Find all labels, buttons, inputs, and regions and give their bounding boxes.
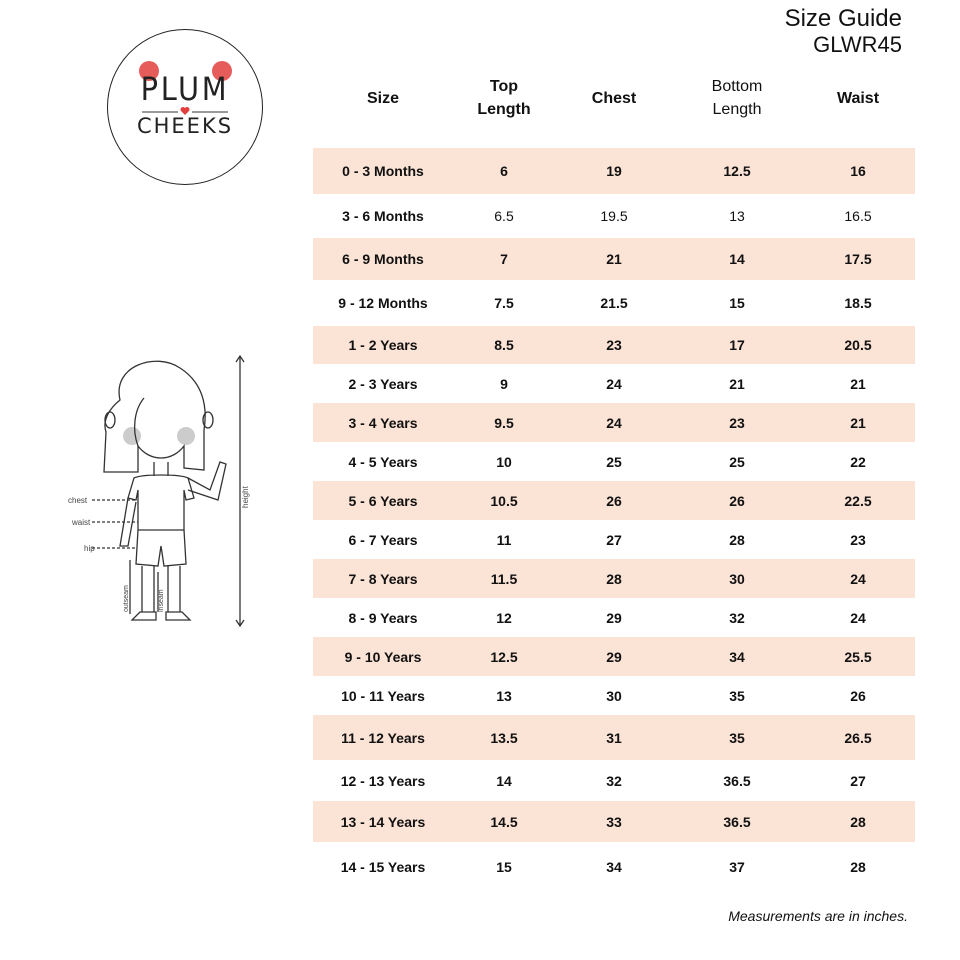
brand-logo bbox=[107, 29, 263, 185]
column-header-waist: Waist bbox=[836, 89, 880, 107]
cell-size: 10 - 11 Years bbox=[341, 687, 425, 704]
cell-waist: 16 bbox=[850, 163, 866, 179]
logo-text-cheeks: CHEEKS bbox=[136, 114, 234, 138]
label-chest: chest bbox=[68, 496, 88, 505]
table-row bbox=[313, 520, 915, 559]
cell-chest: 34 bbox=[606, 859, 622, 875]
cell-top-length: 12.5 bbox=[490, 648, 518, 665]
label-height: height bbox=[241, 486, 250, 508]
cell-top-length: 15 bbox=[496, 859, 512, 875]
column-header-size: Size bbox=[366, 89, 399, 107]
cell-chest: 26 bbox=[606, 492, 622, 509]
cell-chest: 19 bbox=[606, 163, 622, 179]
label-hip: hip bbox=[84, 544, 95, 553]
cell-waist: 16.5 bbox=[844, 208, 872, 224]
cell-size: 8 - 9 Years bbox=[348, 609, 418, 626]
product-code: GLWR45 bbox=[813, 32, 902, 57]
cell-waist: 22.5 bbox=[844, 492, 872, 509]
cell-top-length: 13.5 bbox=[490, 729, 518, 746]
cell-chest: 33 bbox=[606, 813, 622, 830]
cell-size: 7 - 8 Years bbox=[348, 570, 418, 587]
column-header-top-length: Top Length bbox=[477, 78, 531, 118]
cell-waist: 21 bbox=[850, 375, 866, 392]
cell-size: 2 - 3 Years bbox=[348, 375, 418, 392]
cell-size: 3 - 4 Years bbox=[348, 414, 418, 431]
cell-bottom-length: 32 bbox=[729, 609, 745, 626]
table-row bbox=[313, 760, 915, 801]
cell-chest: 21 bbox=[606, 251, 622, 267]
table-row bbox=[313, 280, 915, 326]
cell-top-length: 13 bbox=[496, 687, 512, 704]
cell-top-length: 12 bbox=[496, 609, 512, 626]
cell-top-length: 10.5 bbox=[490, 492, 518, 509]
cell-top-length: 14 bbox=[496, 772, 512, 789]
label-waist: waist bbox=[72, 518, 91, 527]
cell-chest: 24 bbox=[606, 414, 622, 431]
cell-chest: 29 bbox=[606, 648, 622, 665]
cell-waist: 17.5 bbox=[844, 251, 872, 267]
table-row bbox=[313, 148, 915, 194]
cell-size: 9 - 10 Years bbox=[344, 648, 422, 665]
cell-waist: 26.5 bbox=[844, 729, 872, 746]
cell-waist: 18.5 bbox=[844, 295, 872, 311]
cell-size: 0 - 3 Months bbox=[342, 163, 424, 179]
cell-size: 11 - 12 Years bbox=[341, 729, 425, 746]
table-row bbox=[313, 442, 915, 481]
cell-bottom-length: 23 bbox=[729, 414, 745, 431]
cell-bottom-length: 25 bbox=[729, 453, 745, 470]
cell-chest: 21.5 bbox=[600, 295, 628, 311]
measurement-note: Measurements are in inches. bbox=[728, 908, 908, 924]
cell-chest: 30 bbox=[606, 687, 622, 704]
measurement-figure bbox=[62, 350, 262, 635]
table-row bbox=[313, 194, 915, 238]
table-row bbox=[313, 481, 915, 520]
cell-size: 3 - 6 Months bbox=[342, 208, 424, 224]
cell-size: 12 - 13 Years bbox=[340, 772, 426, 789]
cell-bottom-length: 17 bbox=[729, 337, 745, 353]
table-row bbox=[313, 403, 915, 442]
cell-waist: 21 bbox=[850, 414, 866, 431]
cell-chest: 24 bbox=[606, 375, 622, 392]
table-row bbox=[313, 637, 915, 676]
label-inseam: inseam bbox=[158, 589, 165, 612]
cell-top-length: 7 bbox=[500, 251, 508, 267]
cell-bottom-length: 15 bbox=[729, 295, 745, 311]
cell-waist: 25.5 bbox=[844, 648, 872, 665]
cell-top-length: 10 bbox=[496, 453, 512, 470]
cell-top-length: 6 bbox=[500, 163, 508, 179]
cell-chest: 29 bbox=[606, 609, 622, 626]
cell-bottom-length: 34 bbox=[729, 648, 745, 665]
cell-size: 6 - 7 Years bbox=[348, 531, 418, 548]
cell-waist: 28 bbox=[850, 813, 866, 830]
cell-chest: 28 bbox=[606, 570, 622, 587]
cell-top-length: 9 bbox=[500, 375, 508, 392]
cell-bottom-length: 14 bbox=[729, 251, 745, 267]
column-header-bottom-length: Bottom Length bbox=[711, 78, 763, 118]
cell-size: 5 - 6 Years bbox=[348, 492, 418, 509]
cell-waist: 22 bbox=[850, 453, 866, 470]
cell-chest: 32 bbox=[606, 772, 622, 789]
cell-chest: 23 bbox=[606, 337, 622, 353]
cell-waist: 28 bbox=[850, 859, 866, 875]
cell-bottom-length: 28 bbox=[729, 531, 745, 548]
cell-bottom-length: 30 bbox=[729, 570, 745, 587]
cell-size: 1 - 2 Years bbox=[348, 337, 418, 353]
cell-waist: 26 bbox=[850, 687, 866, 704]
cell-bottom-length: 12.5 bbox=[723, 163, 751, 179]
cell-chest: 31 bbox=[606, 729, 622, 746]
cell-top-length: 11.5 bbox=[490, 570, 518, 587]
cell-bottom-length: 36.5 bbox=[723, 772, 751, 789]
table-row bbox=[313, 715, 915, 760]
cell-size: 4 - 5 Years bbox=[348, 453, 418, 470]
cell-size: 14 - 15 Years bbox=[340, 859, 426, 875]
logo-text-plum: PLUM bbox=[140, 70, 230, 108]
column-header-chest: Chest bbox=[591, 89, 637, 107]
cell-size: 13 - 14 Years bbox=[340, 813, 426, 830]
cell-top-length: 11 bbox=[496, 531, 512, 548]
table-row bbox=[313, 842, 915, 892]
table-row bbox=[313, 598, 915, 637]
cell-top-length: 8.5 bbox=[494, 337, 514, 353]
cell-size: 6 - 9 Months bbox=[342, 251, 424, 267]
cell-chest: 25 bbox=[606, 453, 622, 470]
cell-bottom-length: 35 bbox=[729, 729, 745, 746]
cell-waist: 23 bbox=[850, 531, 866, 548]
cell-chest: 27 bbox=[606, 531, 622, 548]
table-row bbox=[313, 364, 915, 403]
table-row bbox=[313, 559, 915, 598]
cell-size: 9 - 12 Months bbox=[338, 295, 428, 311]
page-title: Size Guide bbox=[784, 5, 902, 32]
cell-top-length: 9.5 bbox=[494, 414, 514, 431]
cell-bottom-length: 21 bbox=[729, 375, 745, 392]
cell-waist: 24 bbox=[850, 570, 866, 587]
cell-top-length: 14.5 bbox=[490, 813, 518, 830]
table-row bbox=[313, 801, 915, 842]
cell-bottom-length: 36.5 bbox=[723, 813, 751, 830]
cell-bottom-length: 37 bbox=[729, 859, 745, 875]
cell-waist: 20.5 bbox=[844, 337, 872, 353]
cell-top-length: 7.5 bbox=[494, 295, 514, 311]
cell-waist: 27 bbox=[850, 772, 866, 789]
table-row bbox=[313, 676, 915, 715]
cell-bottom-length: 35 bbox=[729, 687, 745, 704]
table-row bbox=[313, 238, 915, 280]
child-figure-illustration bbox=[62, 350, 262, 635]
cell-bottom-length: 26 bbox=[729, 492, 745, 509]
label-outseam: outseam bbox=[123, 585, 130, 612]
cell-top-length: 6.5 bbox=[494, 208, 514, 224]
table-row bbox=[313, 326, 915, 364]
cell-bottom-length: 13 bbox=[729, 208, 745, 224]
cell-waist: 24 bbox=[850, 609, 866, 626]
cell-chest: 19.5 bbox=[600, 208, 628, 224]
